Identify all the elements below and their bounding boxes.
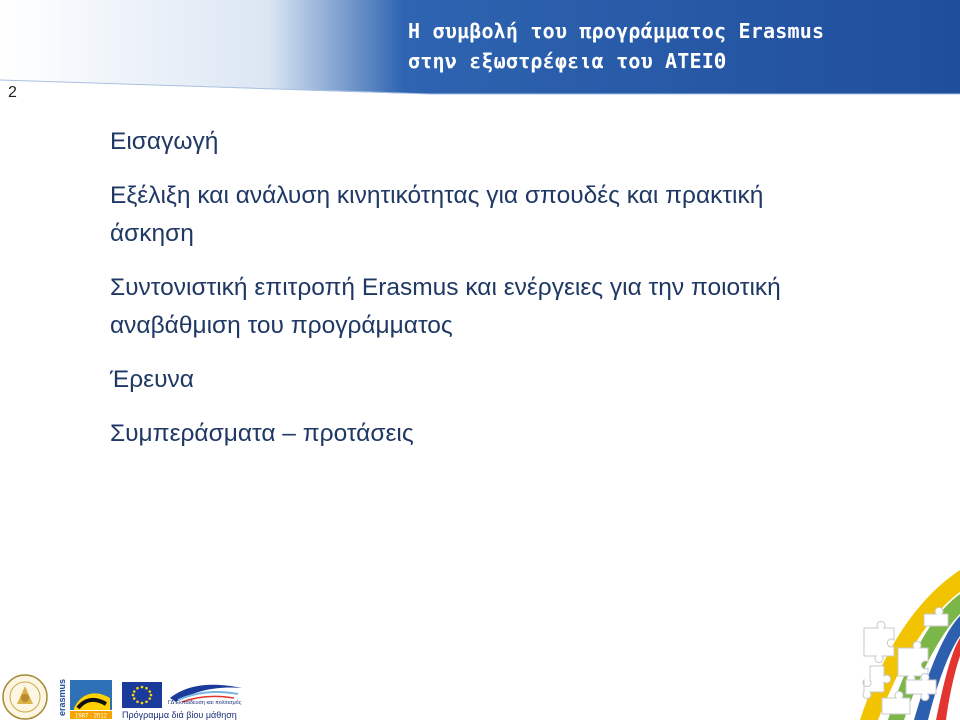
header-title — [408, 16, 956, 76]
header-title-line-2: στην εξωστρέφεια του ΑΤΕΙΘ — [408, 49, 727, 73]
bullet-item-conclusions: Συμπεράσματα – προτάσεις — [110, 420, 414, 447]
university-seal-logo — [2, 674, 48, 720]
header-band — [0, 0, 960, 100]
llp-subtitle: ΓΔ Εκπαίδευση και πολιτισμός — [168, 700, 242, 706]
lifelong-learning-caption: Πρόγραμμα διά βίου μάθηση — [122, 710, 237, 720]
footer-logos — [0, 664, 960, 720]
bullet-item-introduction: Εισαγωγή — [110, 128, 219, 155]
erasmus-years-text: 1987 · 2012 — [74, 713, 108, 720]
bullet-item-coordinating-committee: Συντονιστική επιτροπή Erasmus και ενέργειες για την ποιοτική αναβάθμιση του προγράμματος — [110, 274, 781, 339]
slide-number: 2 — [8, 84, 17, 101]
erasmus-logo-graphic — [56, 678, 114, 720]
bullet-item-research: Έρευνα — [110, 366, 194, 393]
header-title-line-1: Η συμβολή του προγράμματος Erasmus — [408, 19, 825, 43]
erasmus-25-years-logo — [56, 678, 114, 720]
erasmus-logo-text: erasmus — [57, 678, 67, 716]
bullet-item-mobility-analysis: Εξέλιξη και ανάλυση κινητικότητας για σπουδές και πρακτική άσκηση — [110, 182, 764, 247]
eu-flag-logo — [122, 682, 162, 708]
bullet-list — [110, 123, 850, 469]
